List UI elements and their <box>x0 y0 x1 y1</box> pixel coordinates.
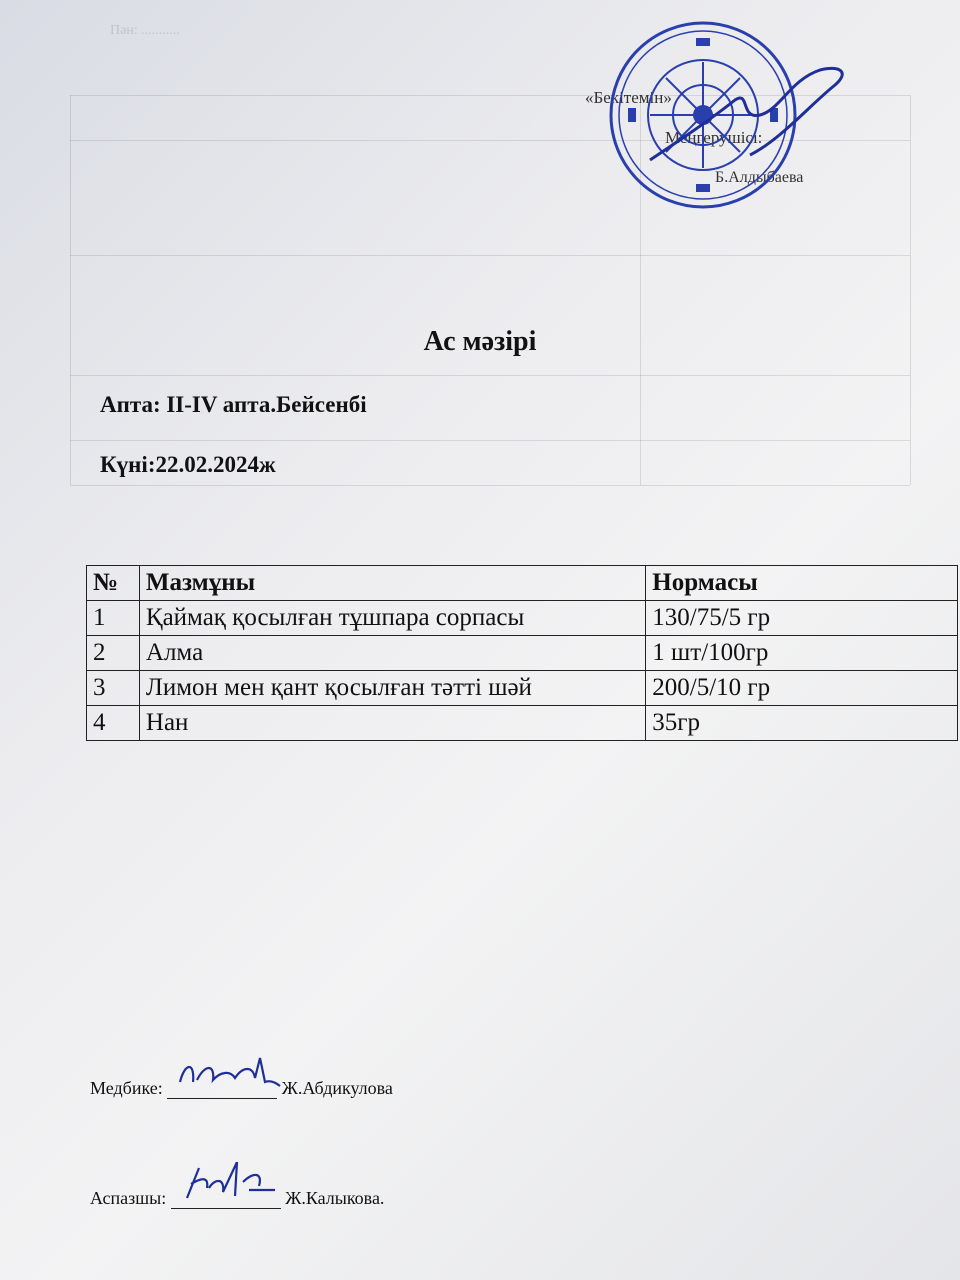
approval-line-2: Меңгерушісі: <box>665 128 763 147</box>
bleed-rule <box>70 440 910 441</box>
row-number: 1 <box>87 601 140 636</box>
table-row <box>87 636 958 671</box>
date-label: Күні:22.02.2024ж <box>100 452 276 477</box>
row-number: 2 <box>87 636 140 671</box>
page-title: Ас мәзірі <box>423 326 537 357</box>
nurse-name: Ж.Абдикулова <box>281 1078 393 1098</box>
row-norm: 1 шт/100гр <box>646 636 958 671</box>
cook-signature-icon <box>179 1162 289 1206</box>
bleed-rule <box>70 375 910 376</box>
header-number: № <box>87 566 140 601</box>
bleed-rule <box>910 95 911 485</box>
table-row <box>87 601 958 636</box>
cook-signature-row <box>90 1188 384 1209</box>
bleed-through-text: Пән: ........... <box>110 23 180 38</box>
nurse-signature-line <box>167 1078 277 1099</box>
director-signature-icon <box>640 60 860 180</box>
menu-table <box>86 565 958 741</box>
nurse-signature-icon <box>175 1052 285 1096</box>
row-dish: Қаймақ қосылған тұшпара сорпасы <box>139 601 645 636</box>
week-label: Апта: II-IV апта.Бейсенбі <box>100 392 367 417</box>
row-norm: 35гр <box>646 706 958 741</box>
row-dish: Алма <box>139 636 645 671</box>
approval-line-3: Б.Алдыбаева <box>715 169 804 186</box>
table-row <box>87 671 958 706</box>
row-number: 3 <box>87 671 140 706</box>
cook-label: Аспазшы: <box>90 1188 167 1208</box>
approval-line-1: «Бекітемін» <box>585 88 672 107</box>
table-header-row <box>87 566 958 601</box>
header-norm: Нормасы <box>646 566 958 601</box>
row-norm: 130/75/5 гр <box>646 601 958 636</box>
nurse-signature-row <box>90 1078 393 1099</box>
header-content: Мазмұны <box>139 566 645 601</box>
bleed-rule <box>70 485 910 486</box>
row-norm: 200/5/10 гр <box>646 671 958 706</box>
row-dish: Лимон мен қант қосылған тәтті шәй <box>139 671 645 706</box>
cook-signature-line <box>171 1188 281 1209</box>
row-number: 4 <box>87 706 140 741</box>
nurse-label: Медбике: <box>90 1078 163 1098</box>
row-dish: Нан <box>139 706 645 741</box>
bleed-rule <box>70 95 71 485</box>
cook-name: Ж.Калыкова. <box>285 1188 385 1208</box>
table-row <box>87 706 958 741</box>
bleed-rule <box>70 255 910 256</box>
